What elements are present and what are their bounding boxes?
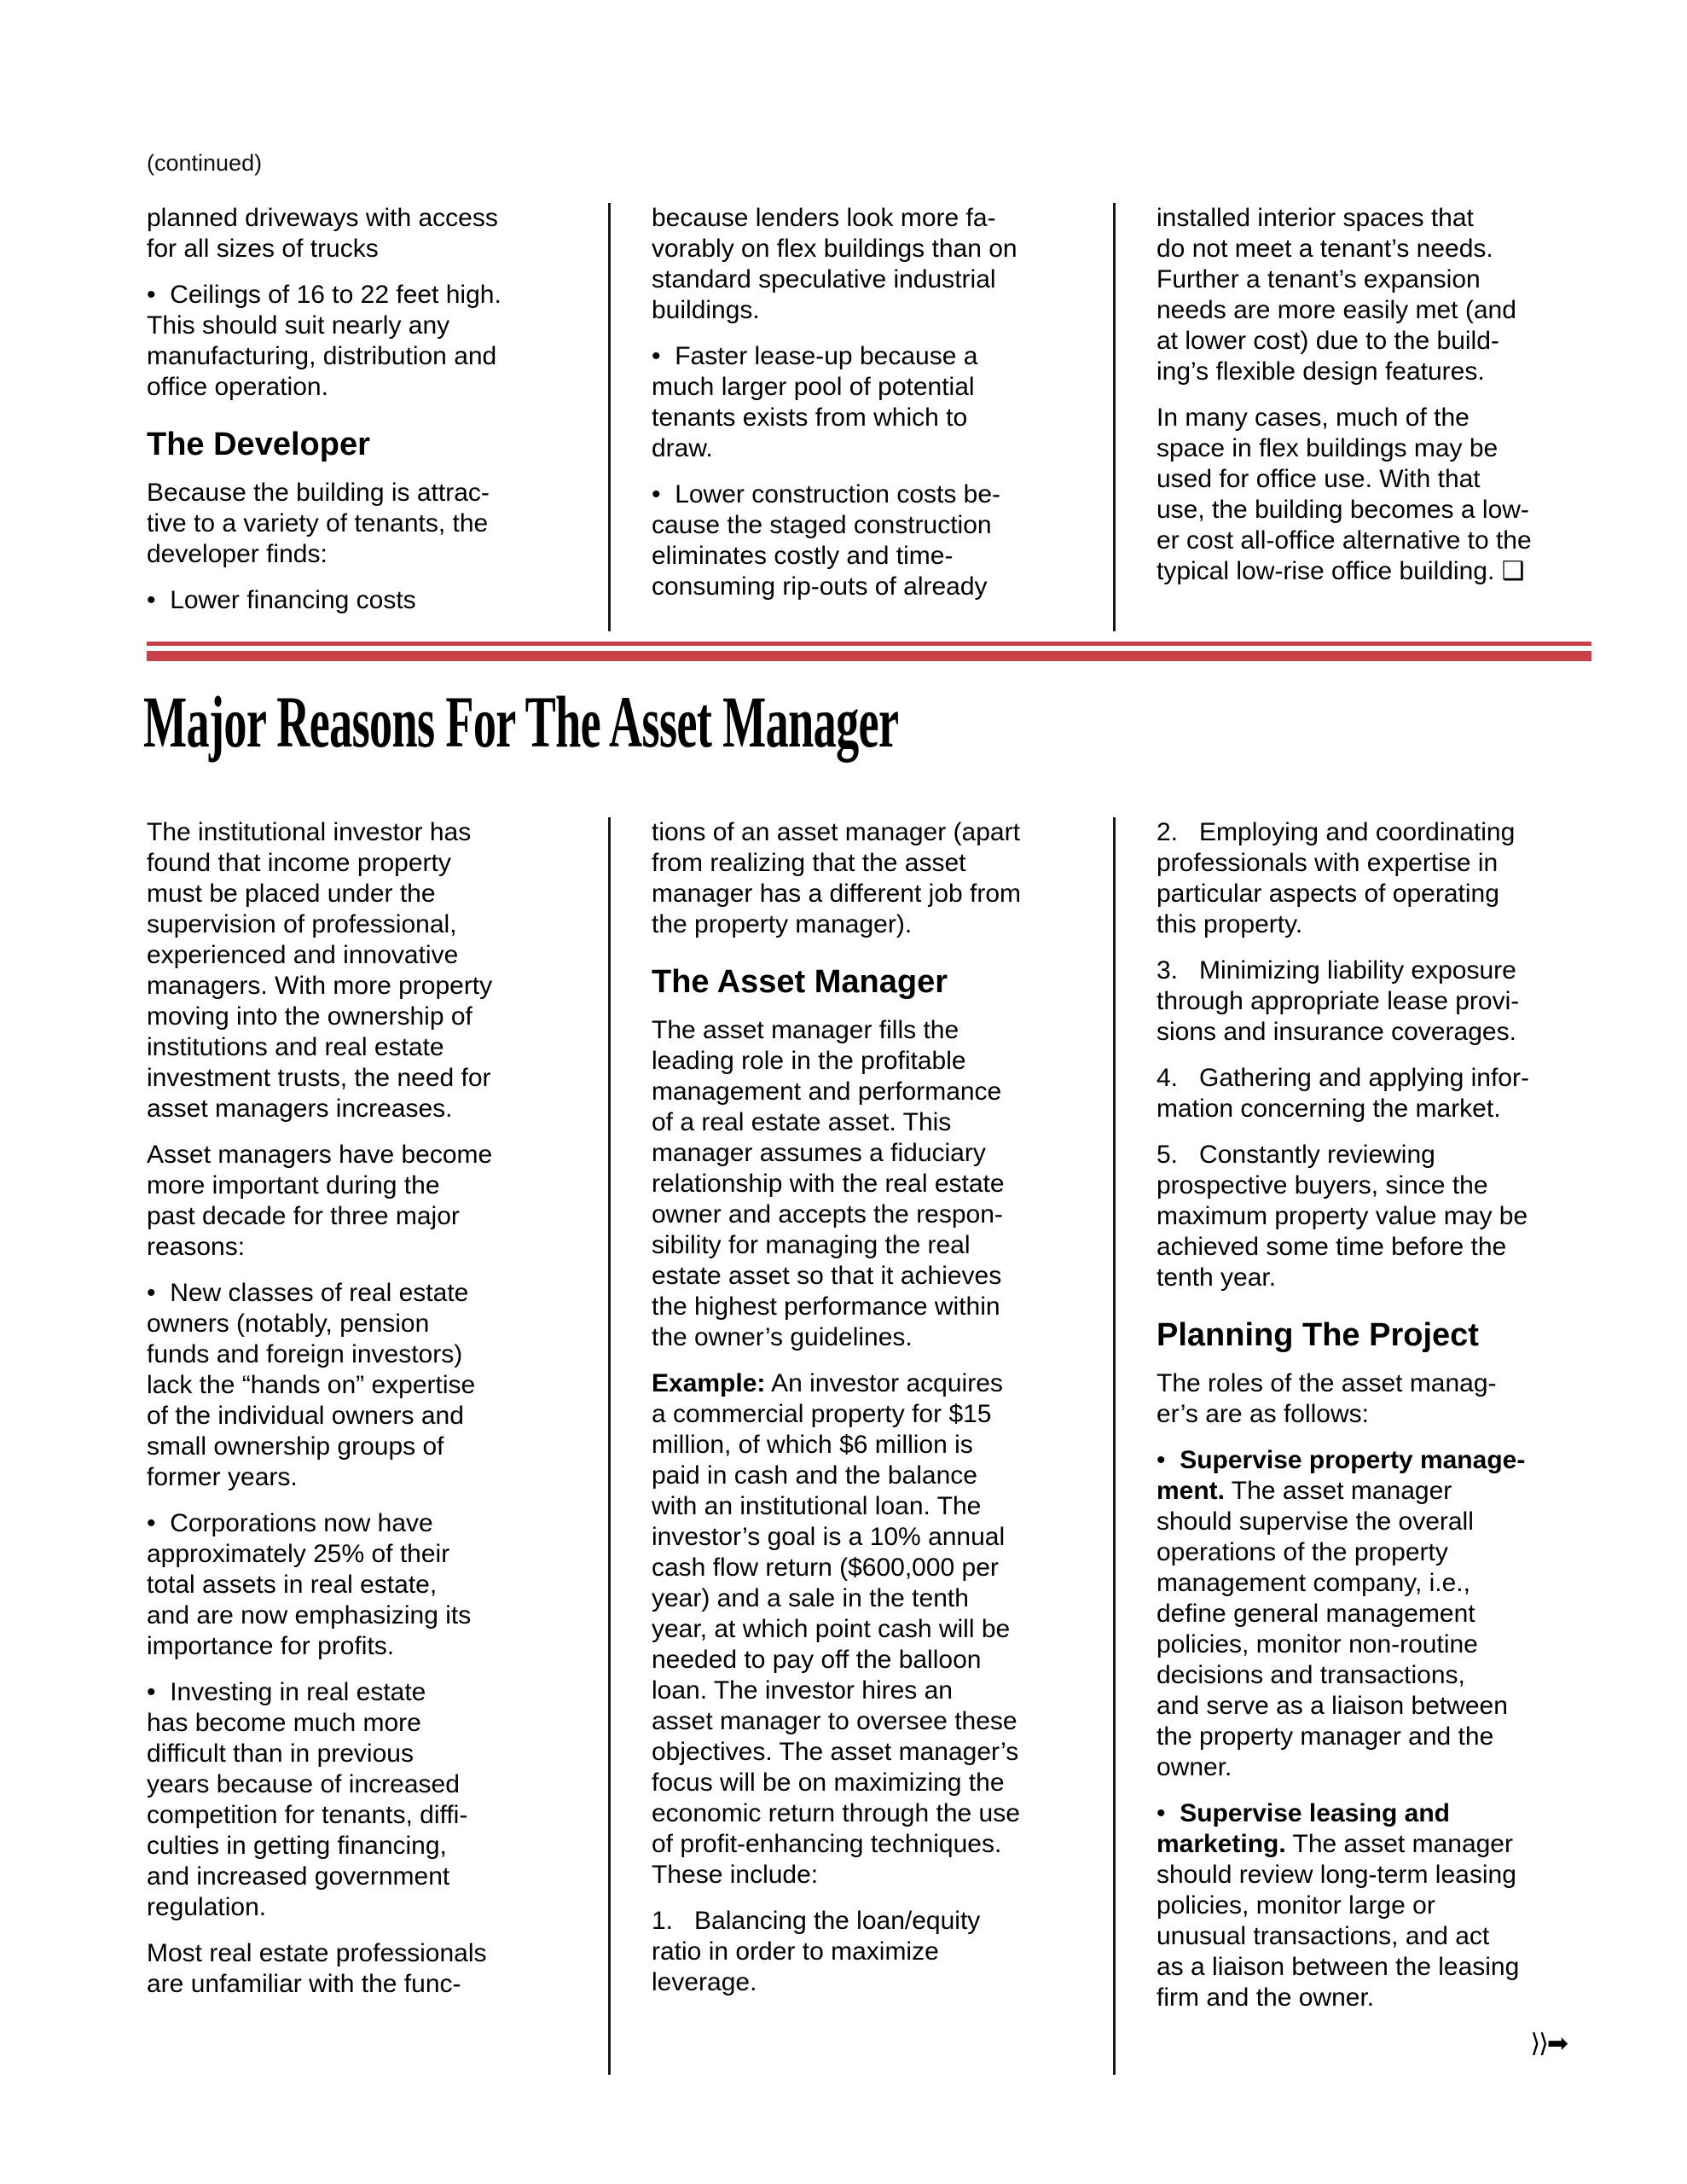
list-marker: • (147, 1279, 171, 1307)
text-run: The Asset Manager (652, 964, 948, 1000)
continued-arrow-icon (1157, 2029, 1596, 2059)
list-marker: • (652, 342, 675, 370)
text-run: planned driveways with access for all sizes of trucks (147, 204, 498, 263)
list-marker: 2. (1157, 818, 1200, 846)
numbered-item (1157, 1140, 1596, 1293)
paragraph (652, 1368, 1091, 1891)
text-run: Corporations now have approximately 25% of their total assets in real estate, and are now emphasizing its importance for profits. (147, 1509, 472, 1660)
text-run: The asset manager fills the leading role in the profitable management and performance of a real estate asset. This manager assumes a fiduciary relationship with the real estate owner and accepts the respon- sibility for managing the real estate asset so that it achieves the highest performance within the owner’s guidelines. (652, 1016, 1005, 1351)
bullet-item (147, 585, 586, 616)
paragraph (1157, 403, 1596, 587)
bullet-item (1157, 1445, 1596, 1783)
numbered-item (1157, 956, 1596, 1048)
bullet-item (652, 341, 1091, 464)
paragraph (1157, 203, 1596, 387)
paragraph (1157, 1368, 1596, 1430)
subheading (652, 962, 1091, 1002)
text-run: Constantly reviewing prospective buyers, since the maximum property value may be achieved some time before the tenth year. (1157, 1141, 1528, 1292)
list-marker: • (147, 1678, 171, 1706)
text-run: The institutional investor has found that income property must be placed under the supervision of professional, experienced and innovative managers. With more property moving into the ownership of institutions and real estate investment trusts, the need for asset managers increases. (147, 818, 493, 1123)
paragraph (147, 1938, 586, 2000)
paragraph (147, 1140, 586, 1263)
bullet-item (147, 280, 586, 403)
list-marker: • (1157, 1446, 1180, 1474)
text-run: Balancing the loan/equity ratio in order to maximize leverage. (652, 1907, 981, 1996)
text-run: Minimizing liability exposure through appropriate lease provi- sions and insurance coverages. (1157, 956, 1520, 1046)
text-column (1113, 203, 1596, 631)
list-marker: • (147, 281, 171, 309)
bullet-item (1157, 1798, 1596, 2013)
text-run: Planning The Project (1157, 1317, 1479, 1353)
text-run: Gathering and applying infor- mation concerning the market. (1157, 1064, 1529, 1123)
text-column (147, 817, 586, 2075)
continued-label: (continued) (147, 150, 263, 176)
separator-thick-rule (147, 651, 1591, 661)
paragraph (652, 817, 1091, 940)
text-run: The asset manager should supervise the overall operations of the property management company, i.e., define general management policies, monitor non-routine decisions and transactions, and serve as a liaison between the property manager and the owner. (1157, 1477, 1508, 1781)
text-column (1113, 817, 1596, 2075)
text-run: Because the building is attrac- tive to a variety of tenants, the developer finds: (147, 479, 490, 568)
text-run: Employing and coordinating professionals with expertise in particular aspects of operating this property. (1157, 818, 1516, 938)
text-run: The Developer (147, 427, 370, 462)
bullet-item (147, 1677, 586, 1923)
text-run: because lenders look more fa- vorably on flex buildings than on standard speculative industrial buildings. (652, 204, 1017, 324)
article-columns (147, 817, 1596, 2075)
bullet-item (147, 1508, 586, 1662)
text-run: An investor acquires a commercial property for $15 million, of which $6 million is paid in cash and the balance with an institutional loan. The investor’s goal is a 10% annual cash flow return ($600,000 per year) and a sale in the tenth year, at which point cash will be needed to pay off the balloon loan. The investor hires an asset manager to oversee these objectives. The asset manager’s focus will be on maximizing the economic return through the use of profit-enhancing techniques. These include: (652, 1369, 1020, 1889)
text-column (147, 203, 586, 631)
paragraph (147, 478, 586, 570)
list-marker: • (147, 1509, 171, 1537)
text-run: Lower financing costs (170, 586, 416, 614)
text-run: ⟩⟩➡ (1530, 2029, 1567, 2059)
list-marker: • (147, 586, 171, 614)
paragraph (147, 203, 586, 264)
list-marker: 1. (652, 1907, 695, 1935)
text-run: installed interior spaces that do not meet a tenant’s needs. Further a tenant’s expansion needs are more easily met (and at lower cost) due to the build- ing’s flexible design features. (1157, 204, 1516, 386)
article-headline: Major Reasons For The Asset Manager (143, 681, 899, 763)
list-marker: • (1157, 1799, 1180, 1827)
text-column (608, 817, 1091, 2075)
subheading (147, 425, 586, 464)
text-run: tions of an asset manager (apart from realizing that the asset manager has a different job from the property manager). (652, 818, 1022, 938)
text-run: New classes of real estate owners (notably, pension funds and foreign investors) lack the “hands on” expertise of the individual owners and small ownership groups of former years. (147, 1279, 476, 1491)
text-run: Most real estate professionals are unfamiliar with the func- (147, 1939, 487, 1998)
text-run: Ceilings of 16 to 22 feet high. This should suit nearly any manufacturing, distribution and office operation. (147, 281, 501, 401)
bullet-item (652, 479, 1091, 602)
text-run: The asset manager should review long-term leasing policies, monitor large or unusual transactions, and act as a liaison between the leasing firm and the owner. (1157, 1830, 1520, 2012)
paragraph (652, 203, 1091, 326)
text-run: In many cases, much of the space in flex buildings may be used for office use. With that use, the building becomes a low- er cost all-office alternative to the typical low-rise office building. ❑ (1157, 404, 1532, 585)
subheading (1157, 1316, 1596, 1355)
paragraph (652, 1015, 1091, 1353)
bold-lead: Supervise leasing and marketing. (1157, 1799, 1450, 1858)
paragraph (147, 817, 586, 1124)
text-column (608, 203, 1091, 631)
numbered-item (652, 1906, 1091, 1998)
text-run: Faster lease-up because a much larger pool of potential tenants exists from which to draw. (652, 342, 978, 462)
bold-lead: Supervise property manage- ment. (1157, 1446, 1526, 1505)
top-columns (147, 203, 1596, 631)
text-run: Lower construction costs be- cause the staged construction eliminates costly and time- consuming rip-outs of already (652, 480, 1001, 601)
list-marker: 4. (1157, 1064, 1200, 1092)
text-run: Investing in real estate has become much more difficult than in previous years because of increased competition for tenants, diffi- culties in getting financing, and increased government regulation. (147, 1678, 468, 1921)
bold-lead: Example: (652, 1369, 766, 1397)
text-run: The roles of the asset manag- er’s are as follows: (1157, 1369, 1497, 1428)
list-marker: 3. (1157, 956, 1200, 985)
numbered-item (1157, 1063, 1596, 1124)
list-marker: • (652, 480, 675, 508)
numbered-item (1157, 817, 1596, 940)
separator-thin-rule (147, 642, 1591, 646)
list-marker: 5. (1157, 1141, 1200, 1169)
bullet-item (147, 1278, 586, 1493)
text-run: Asset managers have become more important during the past decade for three major reasons: (147, 1141, 493, 1261)
